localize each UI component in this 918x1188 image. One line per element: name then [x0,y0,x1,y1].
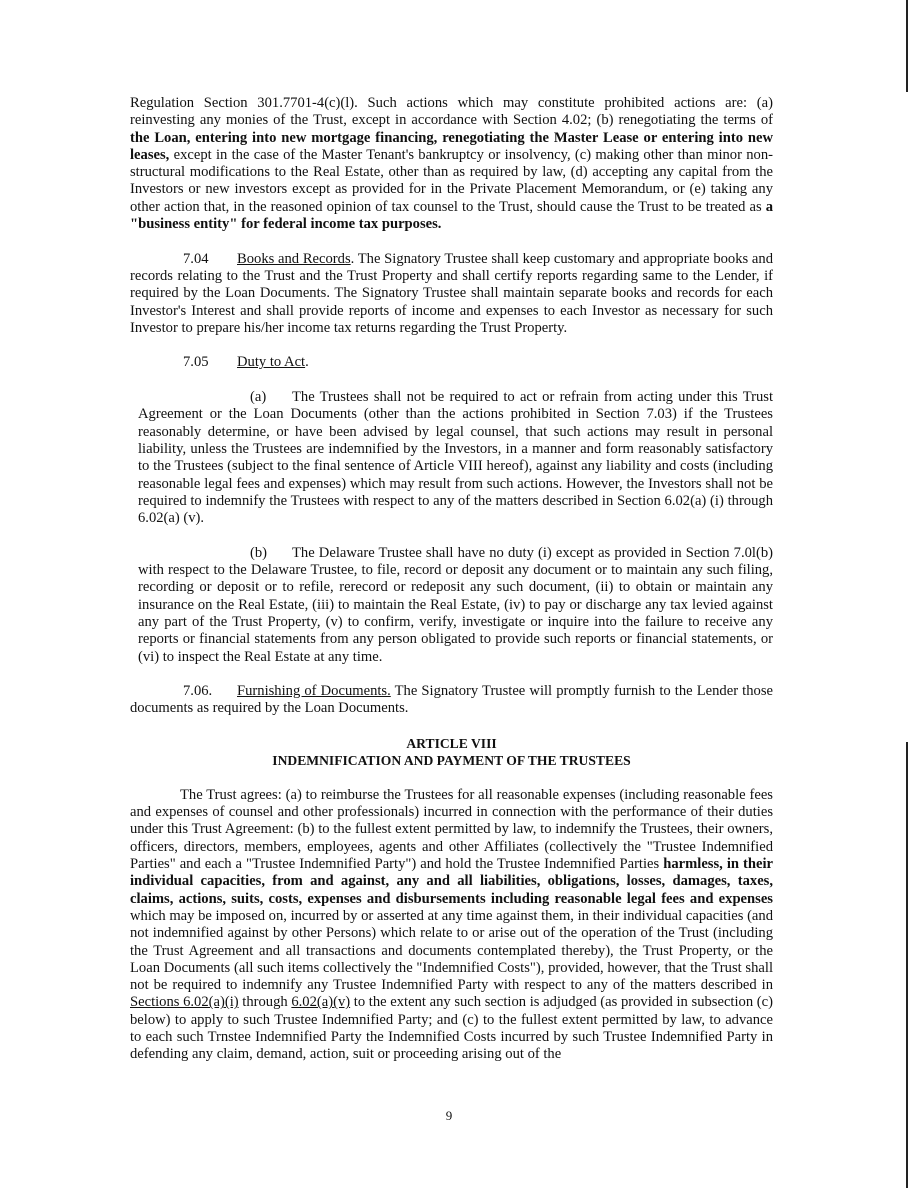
document-page [130,95,773,1081]
article-8-block [130,787,773,1064]
text-run: through [238,994,292,1011]
page-number: 9 [445,1108,453,1123]
page-edge-top [906,0,908,92]
text-run: to the extent any such section is adjudged (as provided in subsection (c) below) to apply to such Trustee Indemnified Party; and (c) to the fullest extent permitted by law, to advance to each such Trnstee Indemnified Party the Indemnified Costs incurred by such Trustee Indemnified Party in defending any claim, demand, action, suit or proceeding arising out of the [130,994,773,1063]
text-run: The Signatory Trustee will promptly furnish to the Lender those documents as required by the Loan Documents. [130,683,773,717]
section-7-04 [130,251,773,337]
section-number: 7.05 [183,354,209,371]
article-heading [130,735,773,770]
article-8-body [130,787,773,1064]
text-run: The Delaware Trustee shall have no duty (i) except as provided in Section 7.0l(b) with respect to the Delaware Trustee, to file, record or deposit any document or to maintain any such filing, recording or deposit or to refile, rerecord or redeposit any such document, (ii) to obtain or maintain any insurance on the Real Estate, (iii) to maintain the Real Estate, (iv) to pay or discharge any tax levied against any part of the Trust Property, (v) to confirm, verify, investigate or inquire into the failure to receive any reports or financial statements from any person obligated to provide such reports or financial statements, or (vi) to inspect the Real Estate at any time. [138,544,773,665]
section-7-05 [130,354,773,371]
section-number: 7.06. [183,683,213,700]
underlined-text: 6.02(a)(v) [291,994,351,1011]
underlined-text: Furnishing of Documents. [237,683,391,700]
text-run: . The Signatory Trustee shall keep customary and appropriate books and records relating to the Trust and the Trust Property and shall certify reports regarding same to the Lender, if required by the Loan Documents. The Signatory Trustee shall maintain separate books and records for each Investor's Interest and shall provide reports of income and expenses to each Investor as necessary for such Investor to prepare his/her income tax returns regarding the Trust Property. [130,250,773,336]
para-7-03-continued [130,95,773,233]
text-run: except in the case of the Master Tenant's bankruptcy or insolvency, (c) making other than minor non-structural modifications to the Real Estate, other than as required by law, (d) accepting any capital from the Investors or new investors except as provided for in the Private Placement Memorandum, or (e) taking any other action that, in the reasoned opinion of tax counsel to the Trust, should cause the Trust to be treated as [130,146,773,215]
article-title: ARTICLE VIII [406,735,497,751]
text-run: which may be imposed on, incurred by or asserted at any time against them, in their individual capacities (and not indemnified against by other Persons) which relate to or arise out of the operation of the Trust (including the Trust Agreement and all transactions and documents contemplated thereby), the Trust Property, or the Loan Documents (all such items collectively the "Indemnified Costs"), provided, however, that the Trust shall not be required to indemnify any Trustee Indemnified Party with respect to any of the matters described in [130,907,773,994]
section-7-block [130,95,773,718]
underlined-text: Books and Records [237,250,351,267]
bold-text: harmless, in their individual capacities, from and against, any and all liabilities, obligations, losses, damages, taxes, claims, actions, suits, costs, expenses and disbursements including reasonable legal fees and expenses [130,856,773,907]
underlined-text: Sections 6.02(a)(i) [130,994,239,1011]
text-run: The Trustees shall not be required to act or refrain from acting under this Trust Agreement or the Loan Documents (other than the actions prohibited in Section 7.03) if the Trustees reasonably determine, or have been advised by legal counsel, that such actions may result in personal liability, unless the Trustees are indemnified by the Investors, in a manner and form reasonably satisfactory to the Trustees (subject to the final sentence of Article VIII hereof), against any liability and costs (including reasonable legal fees and expenses) which may result from such actions. However, the Investors shall not be required to indemnify the Trustees with respect to any of the matters described in Section 6.02(a) (i) through 6.02(a) (v). [138,389,773,527]
text-run: . [305,354,309,371]
section-7-05-a [138,389,773,527]
text-run: Regulation Section 301.7701-4(c)(l). Such actions which may constitute prohibited actions are: (a) reinvesting any monies of the Trust, except in accordance with Section 4.02; (b) renegotiating the terms of [130,95,773,129]
bold-text: a "business entity" for federal income tax purposes. [130,198,773,233]
section-number: (b) [250,544,268,561]
section-7-05-b [138,545,773,666]
section-7-06 [130,683,773,718]
section-number: (a) [250,389,267,406]
bold-text: the Loan, entering into new mortgage financing, renegotiating the Master Lease or entering into new leases, [130,129,773,163]
article-subtitle: INDEMNIFICATION AND PAYMENT OF THE TRUSTEES [272,753,631,769]
text-run: The Trust agrees: (a) to reimburse the Trustees for all reasonable expenses (including reasonable fees and expenses of counsel and other professionals) incurred in connection with the performance of their duties under this Trust Agreement: (b) to the fullest extent permitted by law, to indemnify the Trustees, their owners, officers, directors, members, employees, agents and other Affiliates (collectively the "Trustee Indemnified Parties" and each a "Trustee Indemnified Party") and hold the Trustee Indemnified Parties [130,786,773,873]
underlined-text: Duty to Act [237,354,306,371]
section-number: 7.04 [183,250,209,267]
